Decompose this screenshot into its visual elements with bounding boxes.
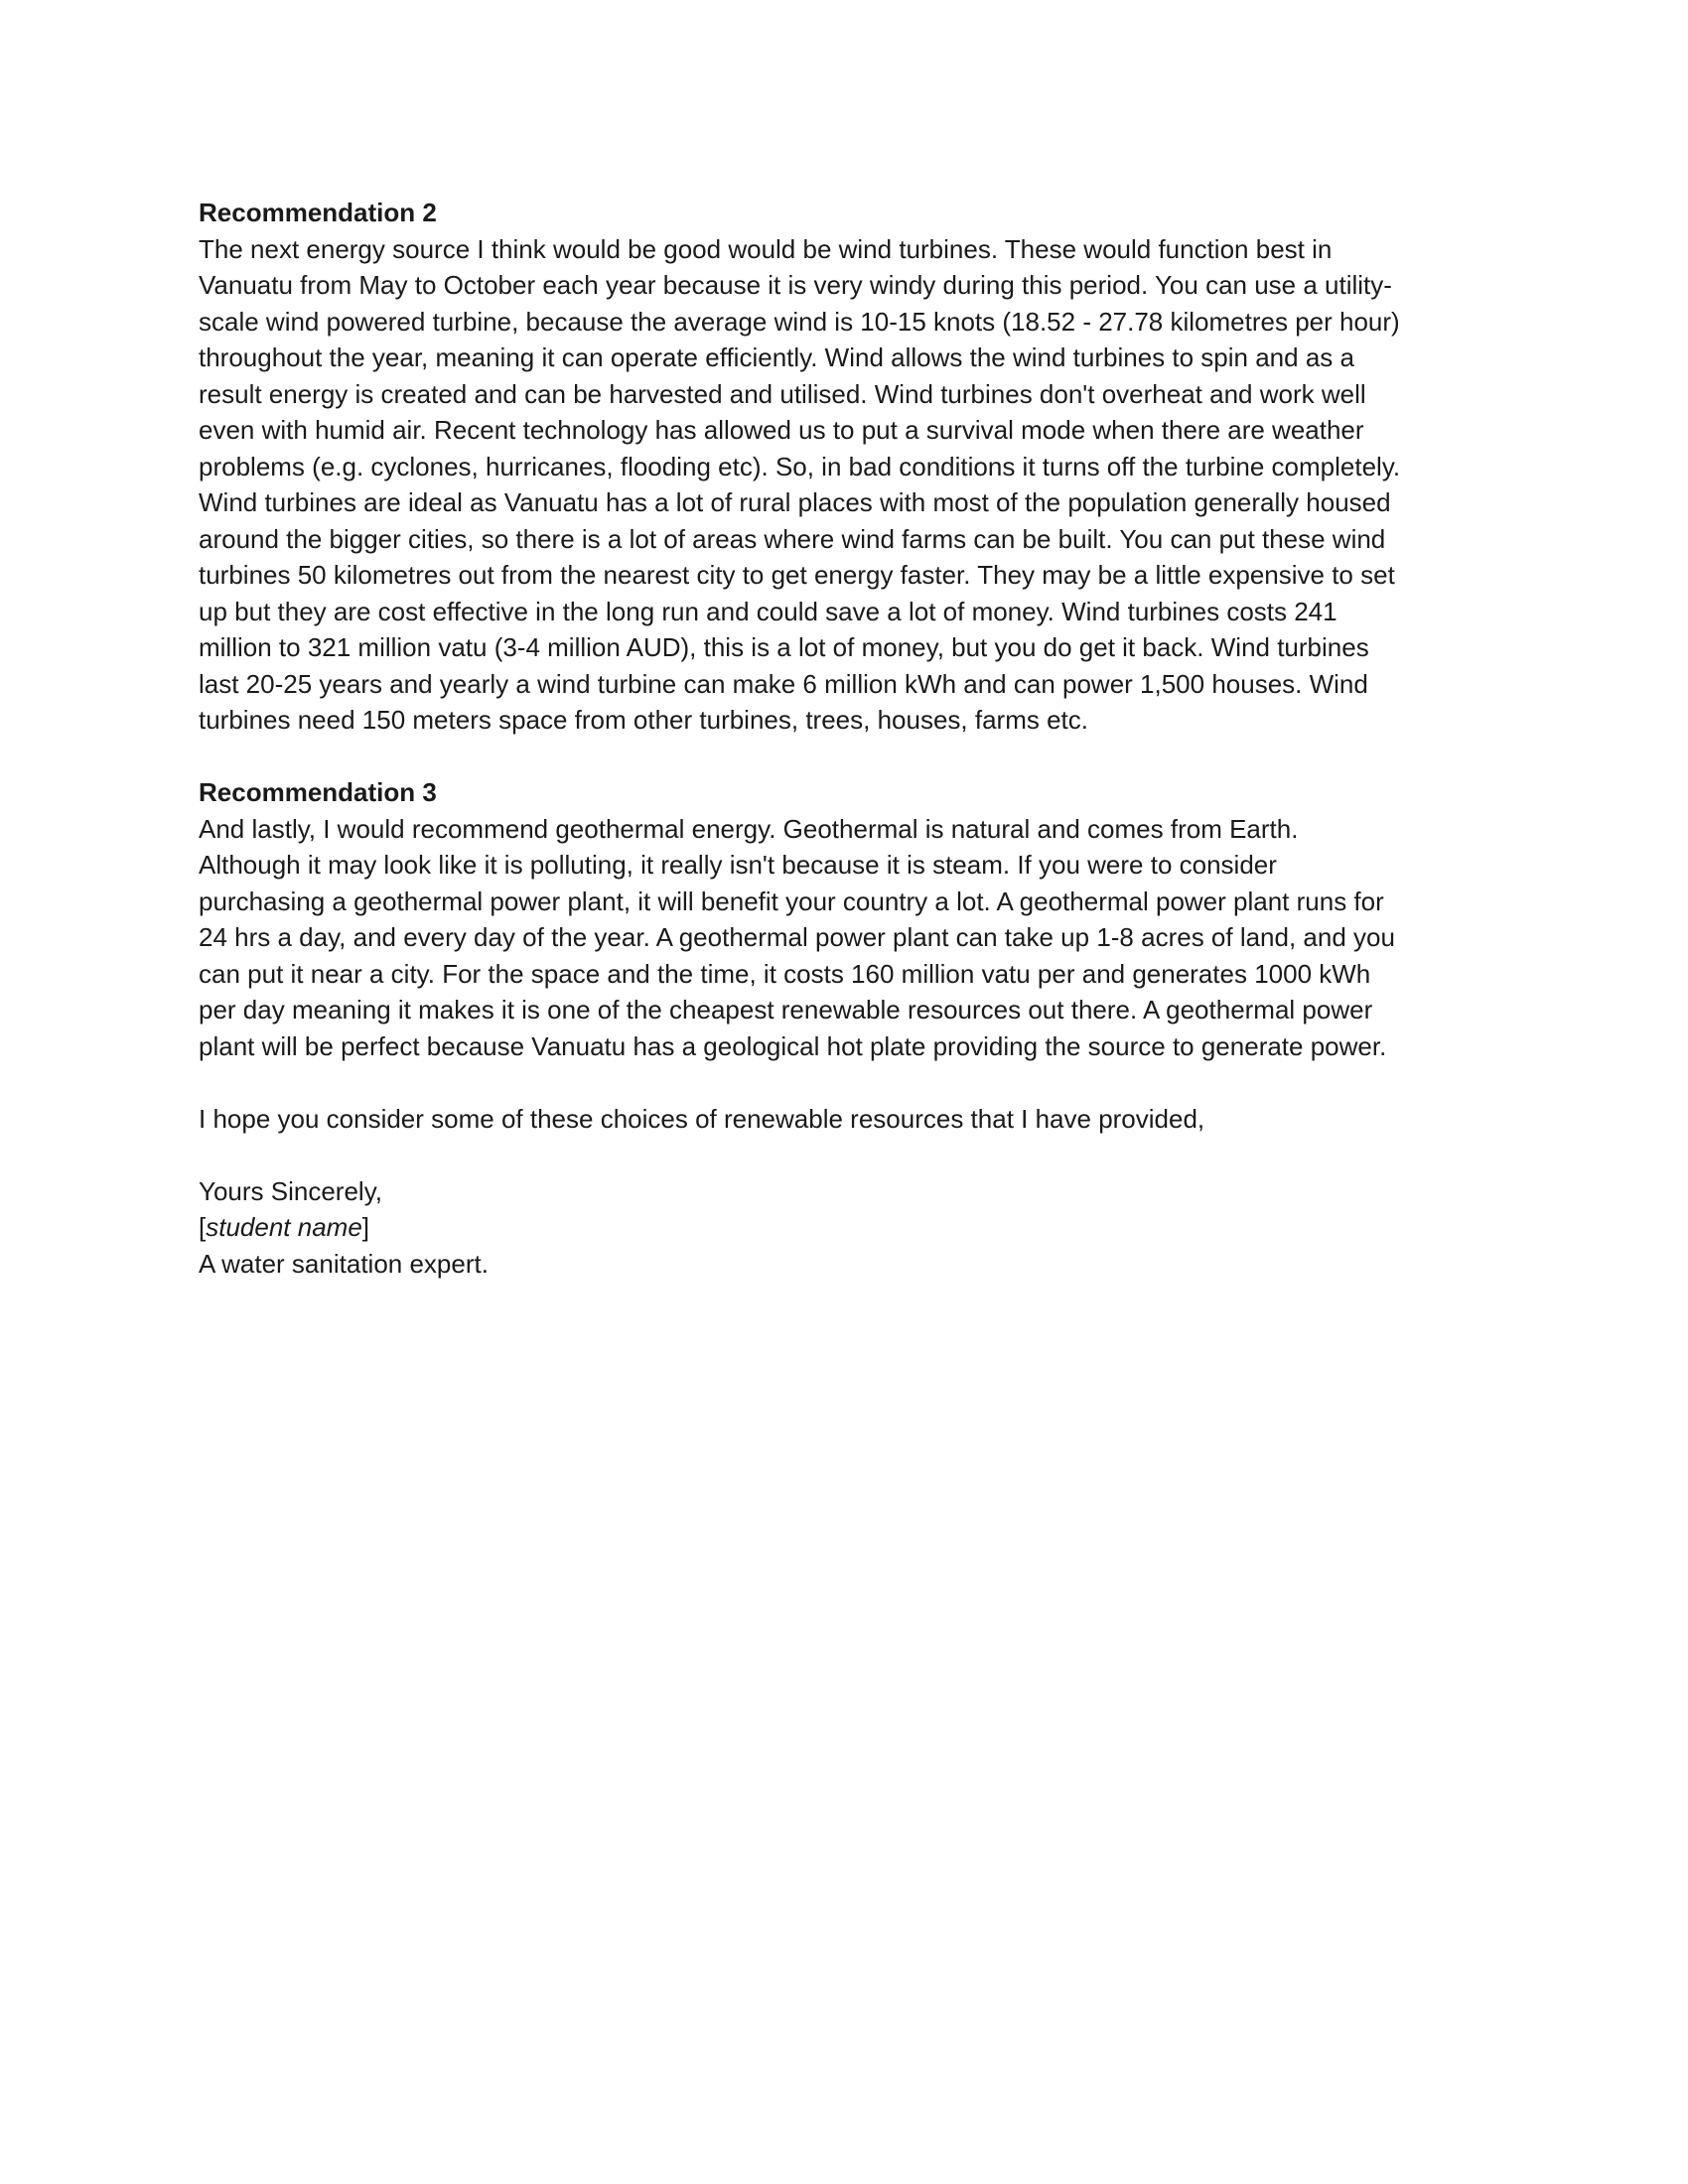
author-title: A water sanitation expert. bbox=[199, 1248, 489, 1279]
paragraph-line: turbines need 150 meters space from other turbines, trees, houses, farms etc. bbox=[199, 705, 1088, 735]
paragraph-line: The next energy source I think would be good would be wind turbines. These would function best in bbox=[199, 233, 1333, 264]
paragraph-line: up but they are cost effective in the long run and could save a lot of money. Wind turbines costs 241 bbox=[199, 596, 1337, 626]
paragraph-line: purchasing a geothermal power plant, it will benefit your country a lot. A geothermal power plant runs for bbox=[199, 886, 1384, 916]
paragraph-line: even with humid air. Recent technology has allowed us to put a survival mode when there are weather bbox=[199, 415, 1364, 445]
paragraph-line: turbines 50 kilometres out from the nearest city to get energy faster. They may be a little expensive to set bbox=[199, 560, 1395, 590]
paragraph-spacer bbox=[199, 739, 1491, 775]
paragraph-line: result energy is created and can be harvested and utilised. Wind turbines don't overheat and work well bbox=[199, 378, 1366, 409]
name-close-bracket: ] bbox=[361, 1212, 370, 1242]
closing-hope-line: I hope you consider some of these choices of renewable resources that I have provided, bbox=[199, 1103, 1205, 1134]
paragraph-line: Vanuatu from May to October each year because it is very windy during this period. You can use a utility- bbox=[199, 270, 1392, 300]
paragraph-line: problems (e.g. cyclones, hurricanes, flooding etc). So, in bad conditions it turns off the turbine completely. bbox=[199, 451, 1401, 481]
student-name-placeholder: student name bbox=[206, 1212, 362, 1242]
student-name-line bbox=[199, 1209, 1491, 1246]
paragraph-line: Although it may look like it is polluting, it really isn't because it is steam. If you were to consider bbox=[199, 850, 1277, 880]
paragraph-line: scale wind powered turbine, because the average wind is 10-15 knots (18.52 - 27.78 kilometres per hour) bbox=[199, 306, 1400, 337]
paragraph-spacer bbox=[199, 1137, 1491, 1173]
signature-block bbox=[199, 1173, 1491, 1283]
recommendation-2-heading: Recommendation 2 bbox=[199, 198, 437, 227]
paragraph-line: last 20-25 years and yearly a wind turbine can make 6 million kWh and can power 1,500 houses. Wind bbox=[199, 668, 1368, 699]
paragraph-line: throughout the year, meaning it can operate efficiently. Wind allows the wind turbines to spin and as a bbox=[199, 342, 1354, 372]
recommendation-3-section bbox=[199, 774, 1491, 1064]
paragraph-line: around the bigger cities, so there is a lot of areas where wind farms can be built. You can put these wind bbox=[199, 523, 1386, 554]
paragraph-line: plant will be perfect because Vanuatu has a geological hot plate providing the source to generate power. bbox=[199, 1030, 1387, 1061]
paragraph-line: million to 321 million vatu (3-4 million AUD), this is a lot of money, but you do get it back. Wind turbines bbox=[199, 632, 1369, 662]
name-open-bracket: [ bbox=[199, 1212, 207, 1242]
paragraph-line: can put it near a city. For the space and the time, it costs 160 million vatu per and generates 1000 kWh bbox=[199, 958, 1371, 989]
paragraph-spacer bbox=[199, 1064, 1491, 1101]
paragraph-line: And lastly, I would recommend geothermal energy. Geothermal is natural and comes from Earth. bbox=[199, 813, 1299, 844]
paragraph-line: Wind turbines are ideal as Vanuatu has a lot of rural places with most of the population generally housed bbox=[199, 487, 1391, 517]
recommendation-2-section bbox=[199, 195, 1491, 739]
recommendation-3-heading: Recommendation 3 bbox=[199, 777, 437, 807]
signoff: Yours Sincerely, bbox=[199, 1175, 382, 1206]
paragraph-line: per day meaning it makes it is one of the cheapest renewable resources out there. A geothermal power bbox=[199, 995, 1373, 1024]
paragraph-line: 24 hrs a day, and every day of the year. A geothermal power plant can take up 1-8 acres of land, and you bbox=[199, 922, 1395, 952]
letter-body bbox=[199, 195, 1491, 1282]
